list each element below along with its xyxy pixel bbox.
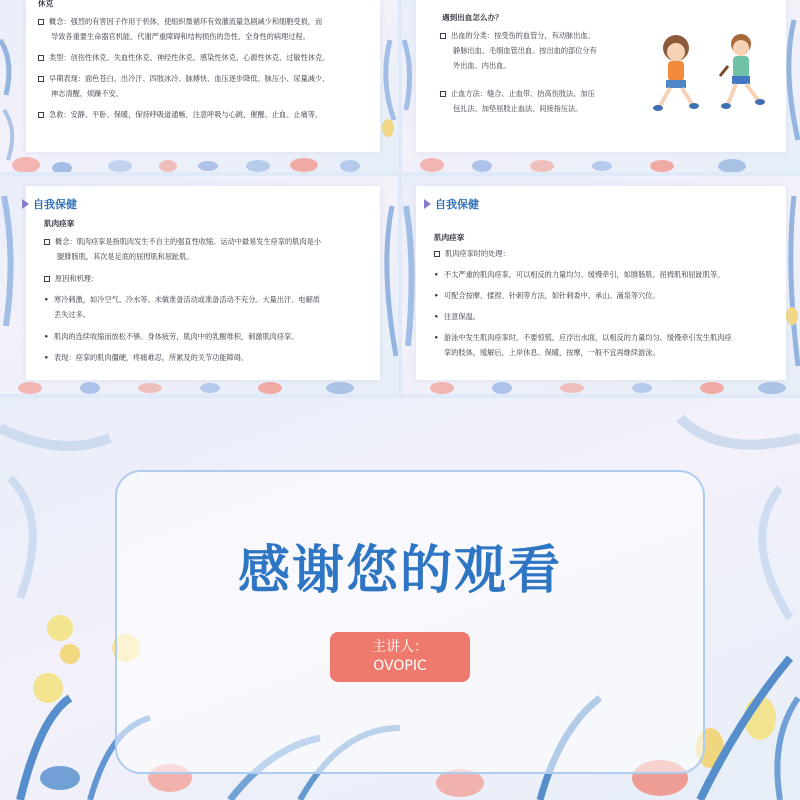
bullet-line [434, 309, 480, 324]
bullet-text: 包扎法、加垫屈肢止血法、间接指压法。 [453, 104, 583, 113]
bullet-item [434, 246, 510, 261]
bullet-text: 注意保温。 [444, 312, 480, 321]
bullet-line [440, 101, 595, 116]
bullet-line [44, 249, 321, 264]
dot-bullet-icon: • [434, 312, 439, 321]
bullet-text: 早期表现：面色苍白、出冷汗、四肢冰冷、脉搏快、血压逐步降低、脉压小、尿量减少、 [49, 74, 330, 83]
bullet-text: 游泳中发生肌肉痉挛时，不要惊慌，应浮出水面，以相反的力量均匀、缓慢牵引发生肌肉痉 [444, 333, 732, 342]
bullet-text: 腿腓肠肌，其次是足底的屈拇肌和屈趾肌。 [57, 252, 194, 261]
dot-bullet-icon: • [434, 291, 439, 300]
bullet-text: 静脉出血、毛细血管出血。按出血的部位分有 [453, 46, 597, 55]
bullet-line [44, 271, 98, 286]
slide-muscle-cramp-2 [402, 176, 800, 394]
bullet-item [44, 350, 248, 365]
bullet-line [44, 234, 321, 249]
slide-shock [0, 0, 398, 172]
bullet-text: 挛的肢体，缓解后，上岸休息、保暖、按摩，一般不宜再继续游泳。 [444, 348, 660, 357]
bullet-text: 肌肉的连续收缩而放松不够。身体疲劳，肌肉中的乳酸堆积，刺激肌肉痉挛。 [54, 332, 299, 341]
bullet-item [434, 330, 732, 360]
section-header [424, 196, 479, 212]
bullet-text: 原因和机理： [55, 274, 99, 283]
square-bullet-icon [38, 55, 44, 61]
dot-bullet-icon: • [434, 333, 439, 342]
bullet-text: 类型：创伤性休克、失血性休克、神经性休克、感染性休克、心源性休克、过敏性休克。 [49, 53, 330, 62]
bullet-item [38, 71, 329, 101]
bullet-line [38, 86, 329, 101]
dot-bullet-icon: • [44, 353, 49, 362]
bullet-line [440, 43, 597, 58]
bullet-item [440, 28, 597, 73]
bullet-text: 出血的分类：按受伤的血管分，有动脉出血、 [451, 31, 595, 40]
slide-thank-you [0, 398, 800, 800]
section-title: 自我保健 [33, 198, 77, 211]
section-arrow-icon [22, 199, 29, 209]
bullet-line [44, 329, 298, 344]
bullet-item [44, 234, 321, 264]
bullet-line [434, 246, 510, 261]
bullet-item [440, 86, 595, 116]
dot-bullet-icon: • [44, 295, 49, 304]
square-bullet-icon [44, 239, 50, 245]
presenter-name: OVOPIC [373, 658, 427, 674]
bullet-line [434, 330, 732, 345]
square-bullet-icon [44, 276, 50, 282]
section-arrow-icon [424, 199, 431, 209]
square-bullet-icon [38, 19, 44, 25]
slide-bleeding [402, 0, 800, 172]
bullet-line [38, 50, 329, 65]
square-bullet-icon [440, 91, 446, 97]
bullet-text: 可配合按摩、揉捏、针刺等方法，如针刺委中、承山、涌泉等穴位。 [444, 291, 660, 300]
bullet-line [38, 71, 329, 86]
slide-heading: 肌肉痉挛 [434, 233, 465, 242]
bullet-item [38, 107, 322, 122]
square-bullet-icon [38, 76, 44, 82]
bullet-item [434, 267, 724, 282]
bullet-item [44, 292, 320, 322]
dot-bullet-icon: • [44, 332, 49, 341]
bullet-text: 概念：肌肉痉挛是指肌肉发生不自主的强直性收缩。运动中最易发生痉挛的肌肉是小 [55, 237, 321, 246]
bullet-line [44, 350, 248, 365]
bullet-line [440, 86, 595, 101]
bullet-line [38, 107, 322, 122]
slide-muscle-cramp-1 [0, 176, 398, 394]
bullet-text: 导致各重要生命器官机能、代谢严重障碍和结构损伤的急性、全身性的病理过程。 [51, 32, 310, 41]
thank-you-title: 感谢您的观看 [237, 541, 562, 601]
bullet-text: 神志清醒、烦躁不安。 [51, 89, 123, 98]
bullet-item [44, 329, 298, 344]
bullet-text: 表现：痉挛的肌肉僵硬，疼痛难忍，所累及的关节功能障碍。 [54, 353, 249, 362]
content-card [26, 186, 380, 380]
section-header [22, 196, 77, 212]
square-bullet-icon [38, 112, 44, 118]
content-card [26, 0, 380, 152]
bullet-item [38, 50, 329, 65]
presenter-label: 主讲人： [372, 639, 428, 655]
bullet-text: 丢失过多。 [54, 310, 90, 319]
slide-heading: 肌肉痉挛 [44, 219, 75, 228]
bullet-text: 肌肉痉挛时的处理： [445, 249, 510, 258]
presenter-badge [330, 632, 470, 682]
content-frame [115, 470, 705, 774]
content-card [416, 0, 786, 152]
section-title: 自我保健 [435, 198, 479, 211]
slide-heading: 遇到出血怎么办？ [442, 13, 503, 22]
square-bullet-icon [434, 251, 440, 257]
bullet-text: 外出血、内出血。 [453, 61, 511, 70]
bullet-text: 不太严重的肌肉痉挛，可以相反的力量均匀、缓慢牵引，如腓肠肌、屈拇肌和屈趾肌等。 [444, 270, 725, 279]
bullet-line [434, 288, 660, 303]
bullet-line [440, 28, 597, 43]
running-children-illustration [646, 28, 776, 118]
bullet-text: 急救：安静、平卧、保暖，保持呼吸道通畅，注意呼吸与心跳，催醒、止血、止痛等。 [49, 110, 323, 119]
bullet-line [434, 267, 724, 282]
bullet-text: 寒冷刺激，如冷空气、冷水等。未做准备活动或准备活动不充分。大量出汗、电解质 [54, 295, 320, 304]
square-bullet-icon [440, 33, 446, 39]
bullet-line [440, 58, 597, 73]
bullet-item [38, 14, 322, 44]
bullet-item [44, 271, 98, 286]
slide-heading: 休克 [38, 0, 54, 8]
bullet-line [44, 292, 320, 307]
bullet-line [38, 29, 322, 44]
content-card [416, 186, 786, 380]
bullet-text: 概念：强烈的有害因子作用于机体，使组织微循环有效灌流量急剧减少和细胞受损，而 [49, 17, 323, 26]
bullet-text: 止血方法：缝合、止血带、抬高伤肢法、加压 [451, 89, 595, 98]
bullet-item [434, 288, 660, 303]
bullet-line [38, 14, 322, 29]
bullet-line [44, 307, 320, 322]
dot-bullet-icon: • [434, 270, 439, 279]
bullet-line [434, 345, 732, 360]
bullet-item [434, 309, 480, 324]
